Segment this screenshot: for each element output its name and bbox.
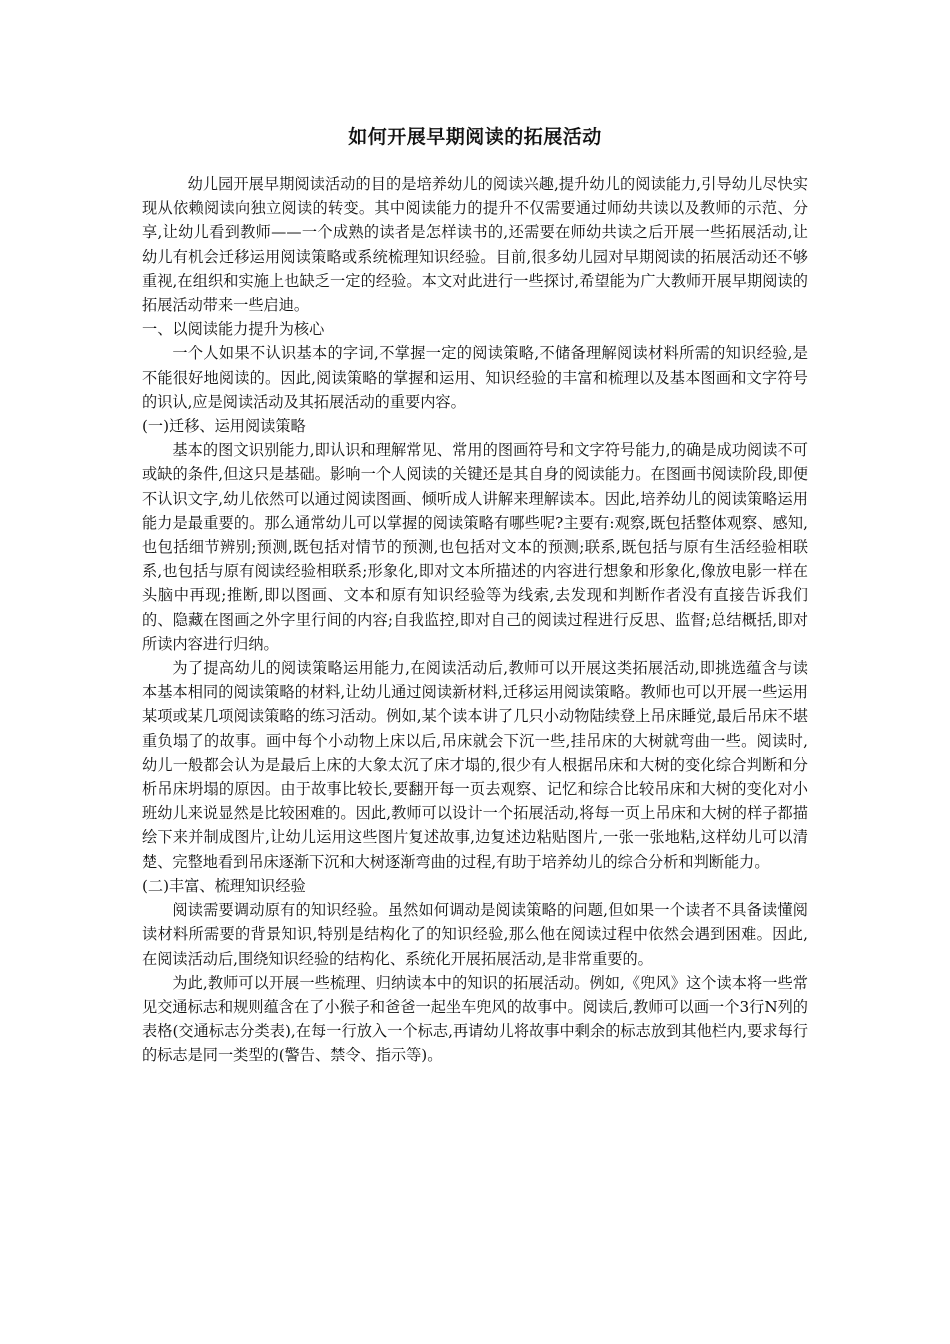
subsection-1-paragraph-1: 基本的图文识别能力,即认识和理解常见、常用的图画符号和文字符号能力,的确是成功阅读不可或缺的条件,但这只是基础。影响一个人阅读的关键还是其自身的阅读能力。在图画书阅读阶段,即便不认识文字,幼儿依然可以通过阅读图画、倾听成人讲解来理解读本。因此,培养幼儿的阅读策略运用能力是最重要的。那么通常幼儿可以掌握的阅读策略有哪些呢?主要有:观察,既包括整体观察、感知,也包括细节辨别;预测,既包括对情节的预测,也包括对文本的预测;联系,既包括与原有生活经验相联系,也包括与原有阅读经验相联系;形象化,即对文本所描述的内容进行想象和形象化,像放电影一样在头脑中再现;推断,即以图画、文本和原有知识经验等为线索,去发现和判断作者没有直接告诉我们的、隐藏在图画之外字里行间的内容;自我监控,即对自己的阅读过程进行反思、监督;总结概括,即对所读内容进行归纳。 xyxy=(142,441,808,653)
subsection-2-paragraph-1: 阅读需要调动原有的知识经验。虽然如何调动是阅读策略的问题,但如果一个读者不具备读懂阅读材料所需要的背景知识,特别是结构化了的知识经验,那么他在阅读过程中依然会遇到困难。因此,在阅读活动后,围绕知识经验的结构化、系统化开展拓展活动,是非常重要的。 xyxy=(142,901,808,968)
subsection-heading-1: (一)迁移、运用阅读策略 xyxy=(142,417,306,436)
subsection-1-paragraph-2: 为了提高幼儿的阅读策略运用能力,在阅读活动后,教师可以开展这类拓展活动,即挑选蕴含与读本基本相同的阅读策略的材料,让幼儿通过阅读新材料,迁移运用阅读策略。教师也可以开展一些运用某项或某几项阅读策略的练习活动。例如,某个读本讲了几只小动物陆续登上吊床睡觉,最后吊床不堪重负塌了的故事。画中每个小动物上床以后,吊床就会下沉一些,挂吊床的大树就弯曲一些。阅读时,幼儿一般都会认为是最后上床的大象太沉了床才塌的,很少有人根据吊床和大树的变化综合判断和分析吊床坍塌的原因。由于故事比较长,要翻开每一页去观察、记忆和综合比较吊床和大树的变化对小班幼儿来说显然是比较困难的。因此,教师可以设计一个拓展活动,将每一页上吊床和大树的样子都描绘下来并制成图片,让幼儿运用这些图片复述故事,边复述边粘贴图片,一张一张地粘,这样幼儿可以清楚、完整地看到吊床逐渐下沉和大树逐渐弯曲的过程,有助于培养幼儿的综合分析和判断能力。 xyxy=(142,659,808,871)
section-heading-1: 一、以阅读能力提升为核心 xyxy=(142,320,325,339)
subsection-heading-2: (二)丰富、梳理知识经验 xyxy=(142,876,306,895)
intro-paragraph: 幼儿园开展早期阅读活动的目的是培养幼儿的阅读兴趣,提升幼儿的阅读能力,引导幼儿尽快实现从依赖阅读向独立阅读的转变。其中阅读能力的提升不仅需要通过师幼共读以及教师的示范、分享,让幼儿看到教师——一个成熟的读者是怎样读书的,还需要在师幼共读之后开展一些拓展活动,让幼儿有机会迁移运用阅读策略或系统梳理知识经验。目前,很多幼儿园对早期阅读的拓展活动还不够重视,在组织和实施上也缺乏一定的经验。本文对此进行一些探讨,希望能为广大教师开展早期阅读的拓展活动带来一些启迪。 xyxy=(142,175,808,315)
document-page xyxy=(142,124,808,1068)
document-title: 如何开展早期阅读的拓展活动 xyxy=(348,126,602,148)
section-1-paragraph: 一个人如果不认识基本的字词,不掌握一定的阅读策略,不储备理解阅读材料所需的知识经验,是不能很好地阅读的。因此,阅读策略的掌握和运用、知识经验的丰富和梳理以及基本图画和文字符号的识认,应是阅读活动及其拓展活动的重要内容。 xyxy=(142,344,808,411)
subsection-2-paragraph-2: 为此,教师可以开展一些梳理、归纳读本中的知识的拓展活动。例如,《兜风》这个读本将一些常见交通标志和规则蕴含在了小猴子和爸爸一起坐车兜风的故事中。阅读后,教师可以画一个3行N列的表格(交通标志分类表),在每一行放入一个标志,再请幼儿将故事中剩余的标志放到其他栏内,要求每行的标志是同一类型的(警告、禁令、指示等)。 xyxy=(142,973,808,1065)
